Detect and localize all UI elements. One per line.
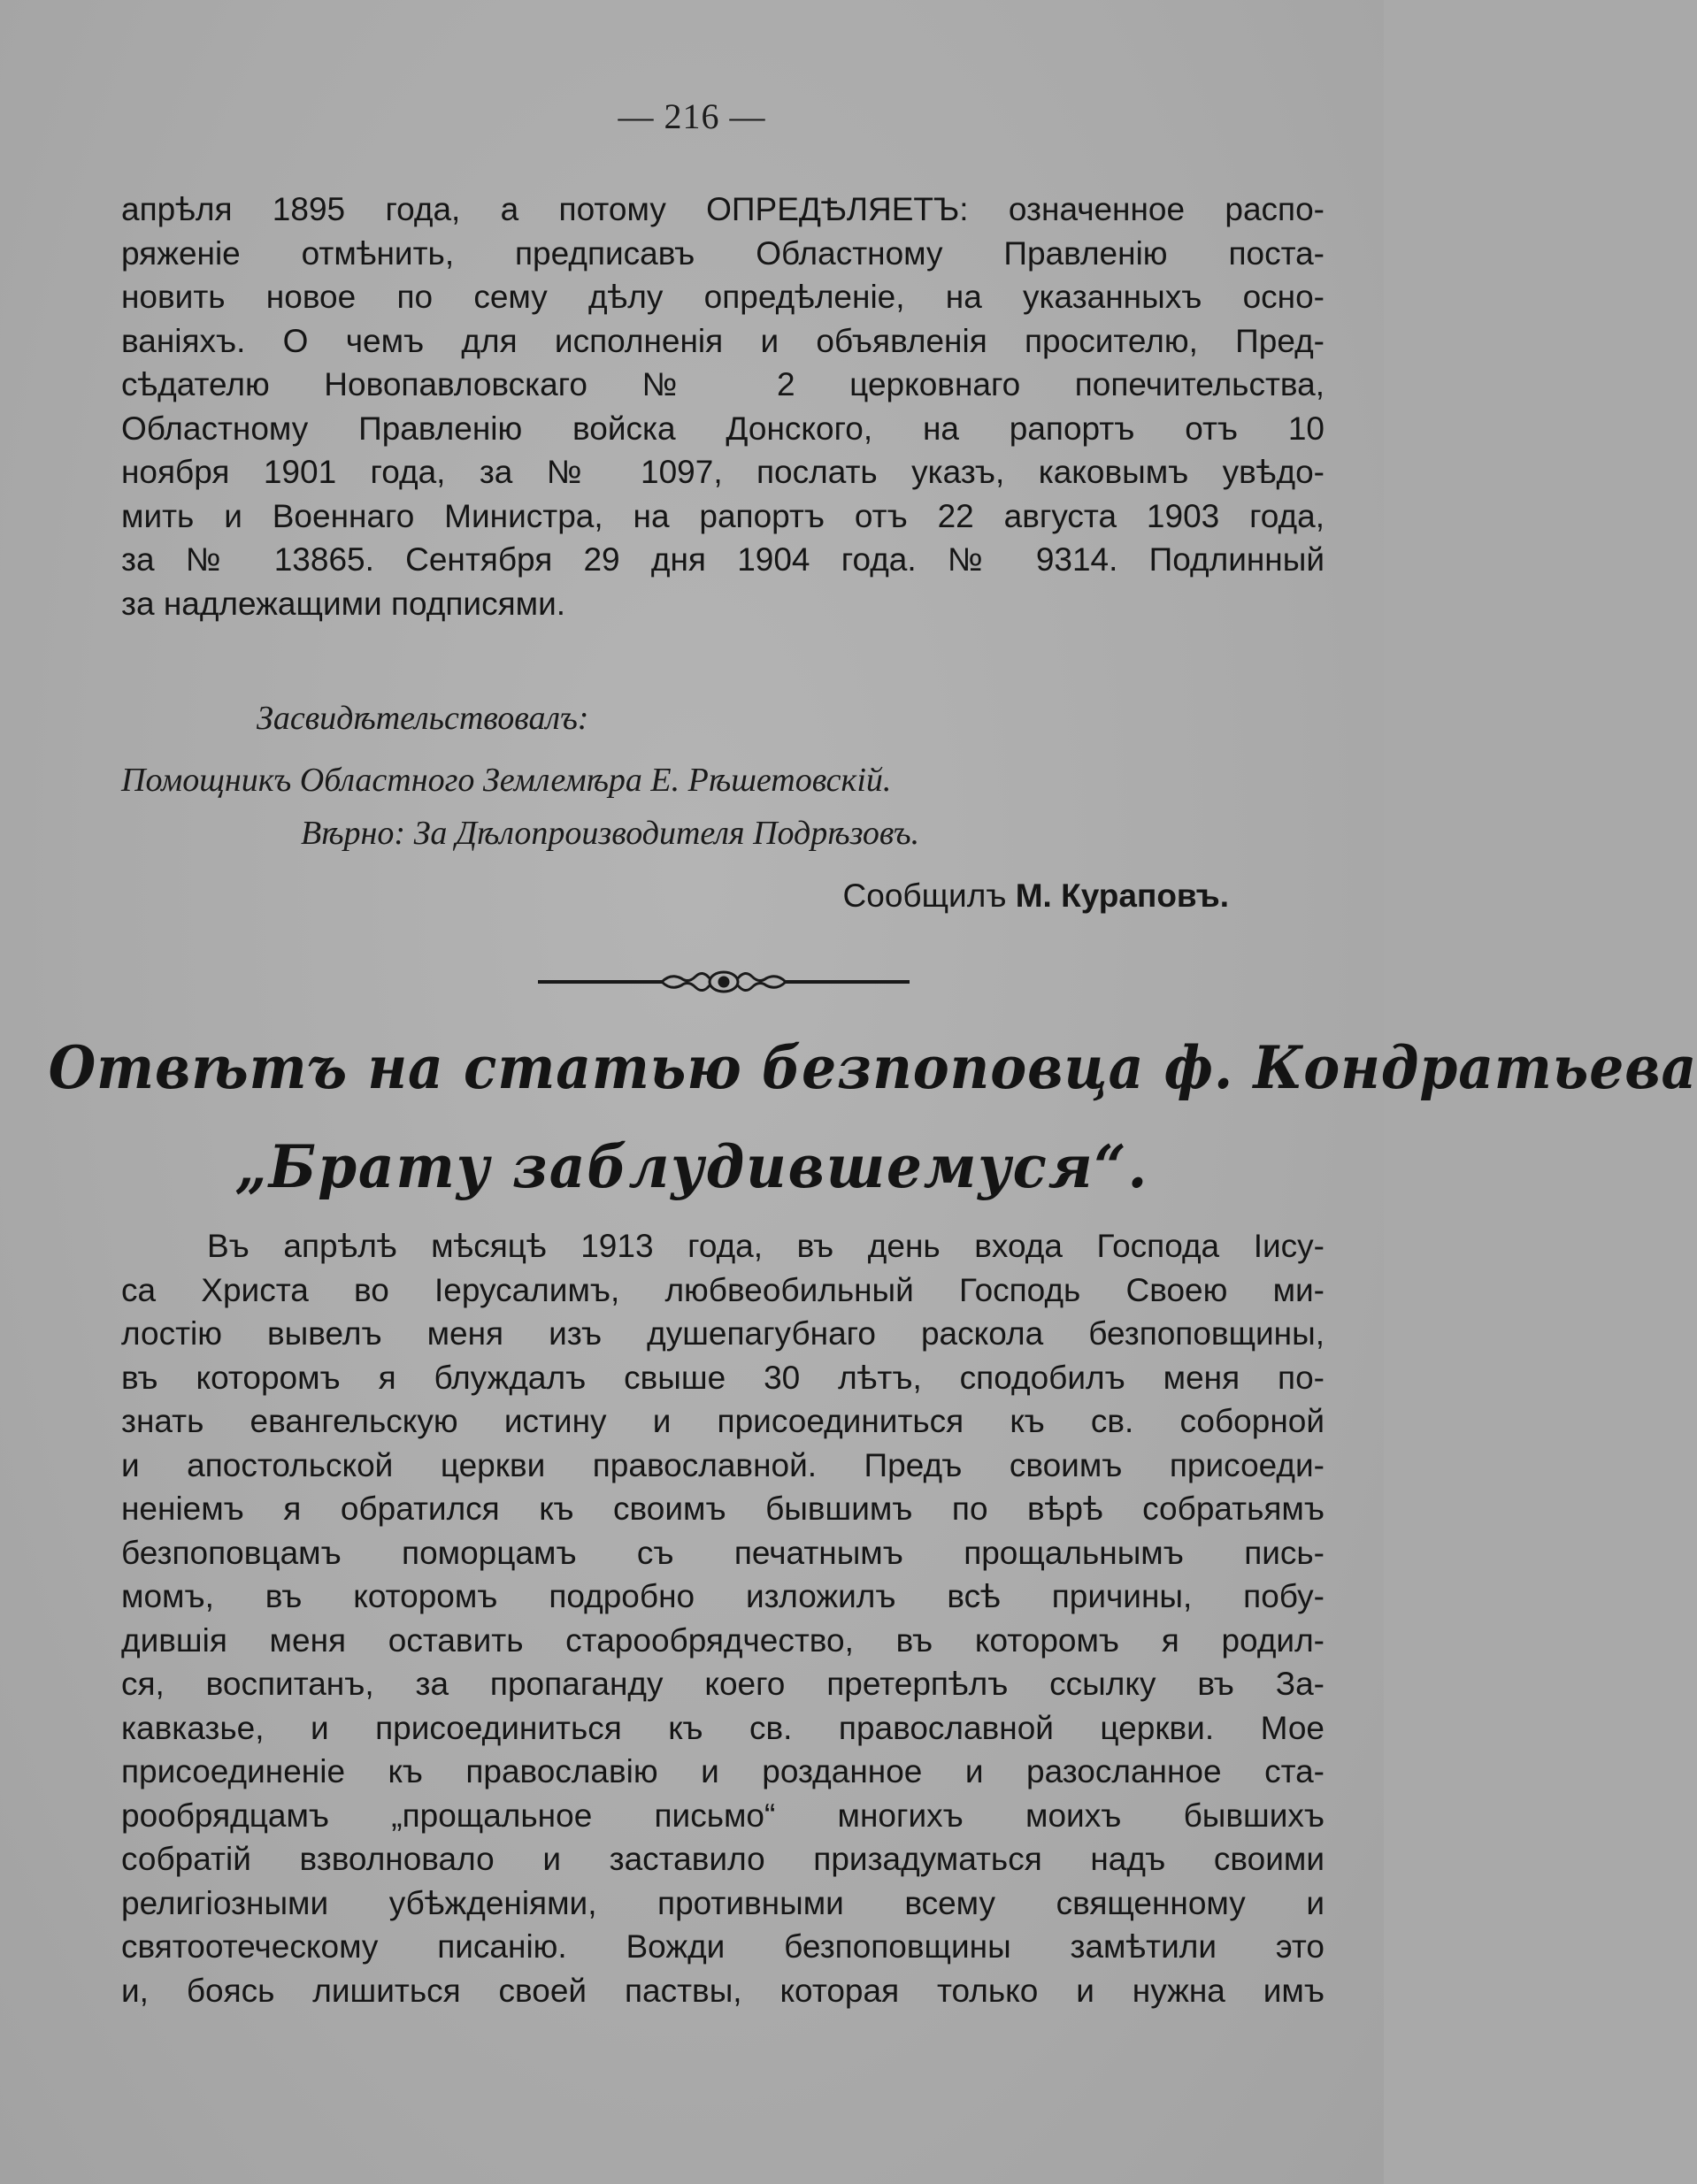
- article-paragraph: [121, 1224, 1325, 2012]
- text-line: мить и Военнаго Министра, на рапортъ отъ 22 августа 1903 года,: [121, 497, 1325, 534]
- text-line: ваніяхъ. О чемъ для исполненія и объявленія просителю, Пред-: [121, 322, 1325, 359]
- text-line: собратій взволновало и заставило призадуматься надъ своими: [121, 1841, 1325, 1877]
- text-line: са Христа во Іерусалимъ, любвеобильный Господь Своею ми-: [121, 1271, 1325, 1308]
- text-line: въ которомъ я блуждалъ свыше 30 лѣтъ, сподобилъ меня по-: [121, 1359, 1325, 1396]
- text-line: дившія меня оставить старообрядчество, въ которомъ я родил-: [121, 1621, 1325, 1659]
- article-title-line-1: Отвѣтъ на статью безпоповца ф. Кондратьева: [48, 1033, 1697, 1102]
- text-line: и, боясь лишиться своей паствы, которая только и нужна имъ: [121, 1972, 1325, 2009]
- reported-by: [843, 877, 1229, 915]
- decree-paragraph: [121, 188, 1325, 625]
- text-line: присоединеніе къ православію и розданное и разосланное ста-: [121, 1753, 1325, 1789]
- text-line: ся, воспитанъ, за пропаганду коего претерпѣлъ ссылку въ За-: [121, 1666, 1325, 1702]
- text-line: святоотеческому писанію. Вожди безпоповщины замѣтили это: [121, 1928, 1325, 1965]
- text-line: знать евангельскую истину и присоединиться къ св. соборной: [121, 1403, 1325, 1439]
- text-line: кавказье, и присоединиться къ св. православной церкви. Мое: [121, 1709, 1325, 1746]
- article-title-line-2: „Брату заблудившемуся“.: [234, 1132, 1149, 1201]
- reporter-name: М. Кураповъ.: [1015, 877, 1229, 914]
- text-line: момъ, въ которомъ подробно изложилъ всѣ причины, побу-: [121, 1578, 1325, 1614]
- text-line: Областному Правленію войска Донского, на рапортъ отъ 10: [121, 410, 1325, 447]
- text-line: и апостольской церкви православной. Предъ своимъ присоеди-: [121, 1446, 1325, 1483]
- certified-label: Засвидѣтельствовалъ:: [257, 700, 589, 737]
- text-line: апрѣля 1895 года, а потому ОПРЕДѢЛЯЕТЪ: означенное распо-: [121, 191, 1325, 227]
- page-number: — 216 —: [618, 96, 766, 136]
- clerk-signature: Вѣрно: За Дѣлопроизводителя Подрѣзовъ.: [301, 815, 920, 852]
- text-line: безпоповцамъ поморцамъ съ печатнымъ прощальнымъ пись-: [121, 1534, 1325, 1571]
- text-line: рообрядцамъ „прощальное письмо“ многихъ моихъ бывшихъ: [121, 1797, 1325, 1834]
- text-line: сѣдателю Новопавловскаго № 2 церковнаго попечительства,: [121, 366, 1325, 402]
- text-line: ноября 1901 года, за № 1097, послать указъ, каковымъ увѣдо-: [121, 454, 1325, 490]
- text-line: новить новое по сему дѣлу опредѣленіе, на указанныхъ осно-: [121, 279, 1325, 315]
- text-line: лостію вывелъ меня изъ душепагубнаго раскола безпоповщины,: [121, 1315, 1325, 1352]
- text-line: религіозными убѣжденіями, противными всему священному и: [121, 1884, 1325, 1921]
- reported-prefix: Сообщилъ: [842, 877, 1007, 914]
- text-line: ряженіе отмѣнить, предписавъ Областному Правленію поста-: [121, 234, 1325, 272]
- text-line: за № 13865. Сентября 29 дня 1904 года. № 9314. Подлинный: [121, 541, 1325, 578]
- ornament-divider-icon: [538, 964, 910, 1000]
- text-line: за надлежащими подписями.: [121, 585, 566, 622]
- assistant-surveyor-signature: Помощникъ Областного Землемѣра Е. Рѣшетовскій.: [121, 762, 892, 799]
- text-line: Въ апрѣлѣ мѣсяцѣ 1913 года, въ день входа Господа Іису-: [207, 1228, 1325, 1264]
- text-line: неніемъ я обратился къ своимъ бывшимъ по вѣрѣ собратьямъ: [121, 1490, 1325, 1527]
